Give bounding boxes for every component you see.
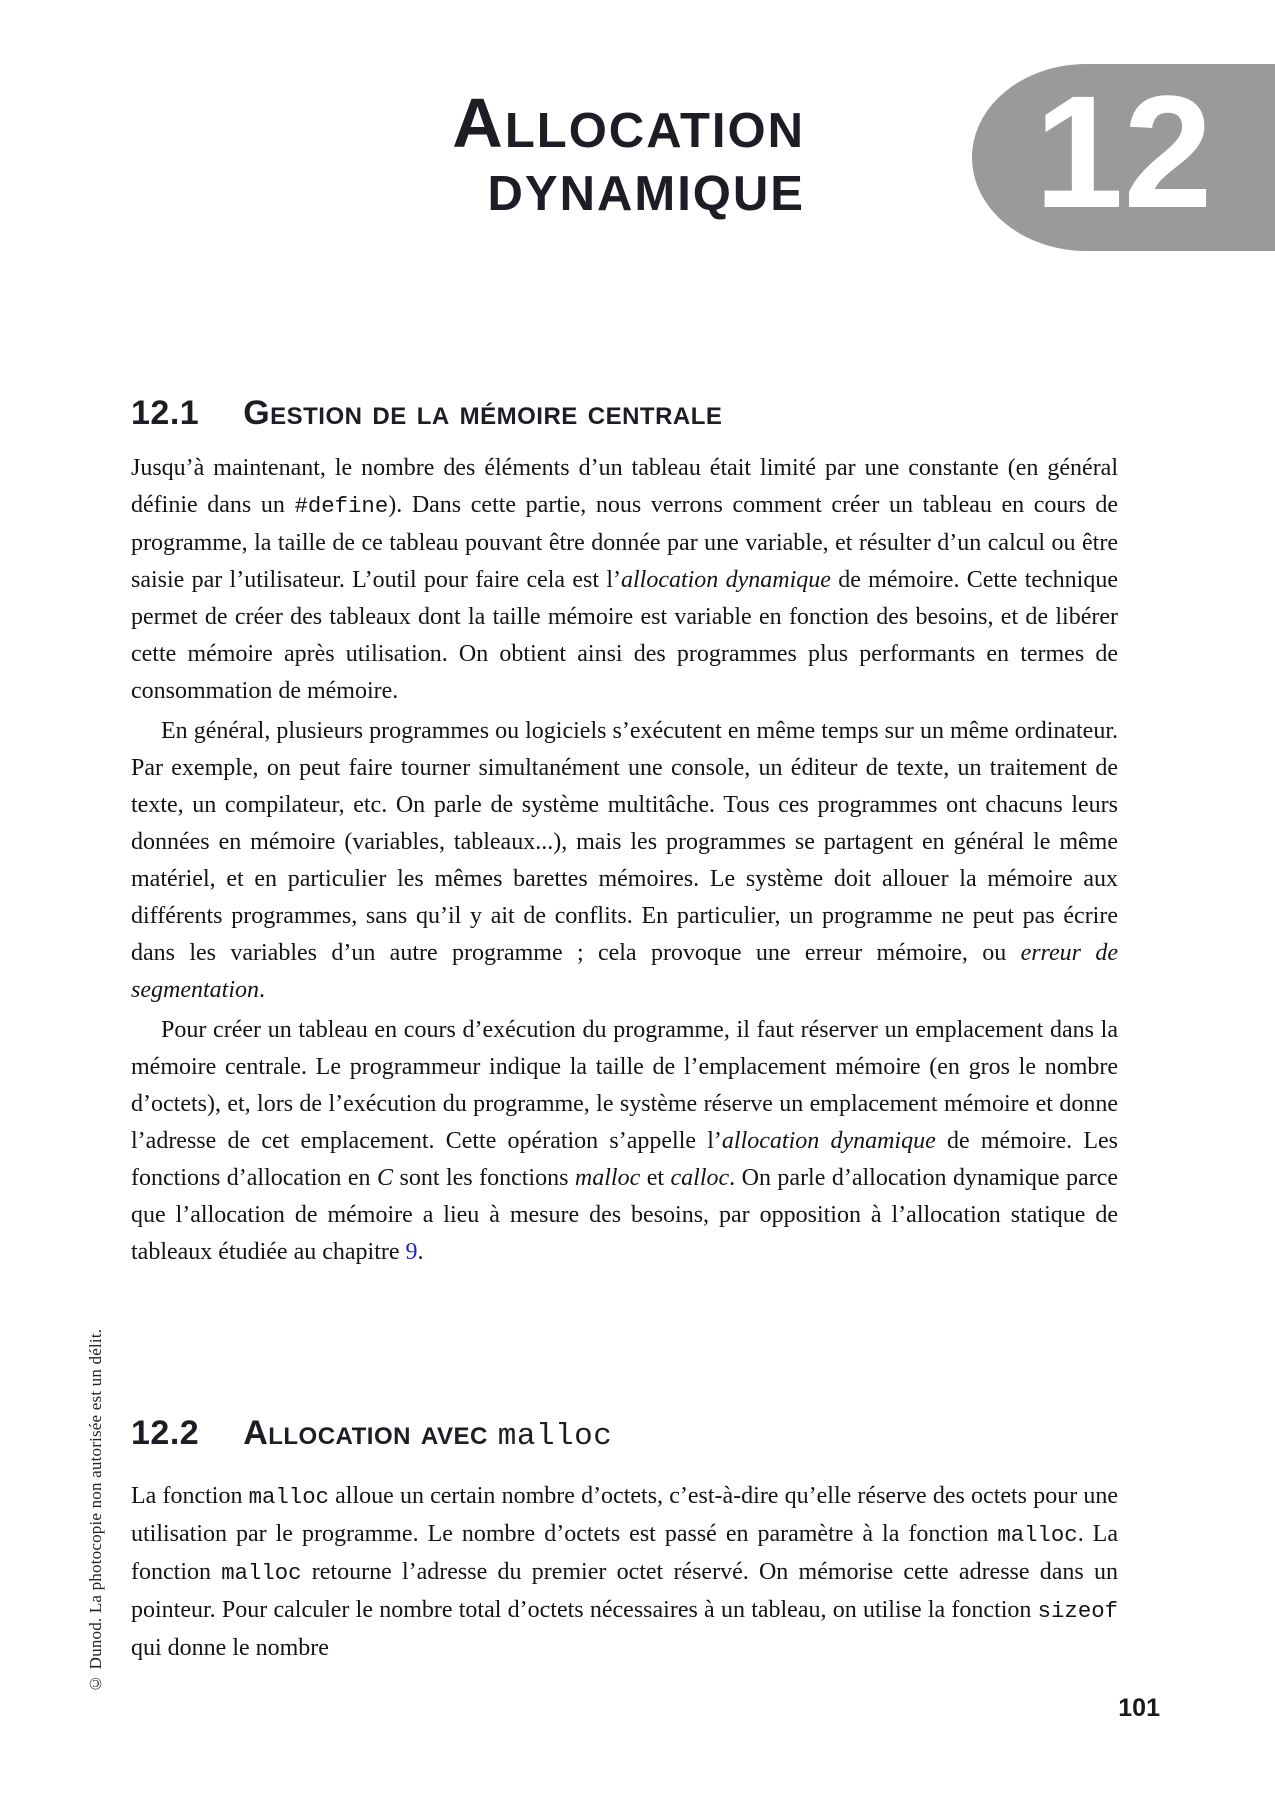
chapter-title xyxy=(131,84,805,225)
paragraph xyxy=(131,713,1118,1009)
text-segment: sont les fonctions xyxy=(393,1165,575,1191)
text-segment: et xyxy=(640,1165,671,1191)
text-segment: . On parle d’allocation dynamique parce que l’allocation de mémoire a lieu à mesure des besoins, par opposition à l’allocation statique de tableaux étudiée au chapitre xyxy=(131,1165,1118,1265)
section-title xyxy=(243,394,722,432)
text-segment: malloc xyxy=(574,1165,641,1191)
chapter-number: 12 xyxy=(1034,61,1213,241)
text-segment: sizeof xyxy=(1037,1598,1118,1624)
section-number: 12.2 xyxy=(131,1414,200,1452)
text-segment: de mémoire. Cette technique permet de créer des tableaux dont la taille mémoire est variable en fonction des besoins, et de libérer cette mémoire après utilisation. On obtient ainsi des programmes plus performants en termes de consommation de mémoire. xyxy=(131,567,1118,704)
text-segment: malloc xyxy=(997,1522,1078,1548)
section-12-2-body xyxy=(131,1478,1118,1667)
chapter-ref-link[interactable]: 9 xyxy=(405,1239,418,1265)
page-number: 101 xyxy=(1118,1694,1160,1722)
section-12-1-body xyxy=(131,450,1118,1271)
text-segment: . xyxy=(258,977,265,1003)
text-segment: En général, plusieurs programmes ou logiciels s’exécutent en même temps sur un même ordinateur. Par exemple, on peut faire tourner simultanément une console, un éditeur de texte, un traitement de texte, un compilateur, etc. On parle de système multitâche. Tous ces programmes ont chacuns leurs données en mémoire (variables, tableaux...), mais les programmes se partagent en général le même matériel, et en particulier les mêmes barettes mémoires. Le système doit allouer la mémoire aux différents programmes, sans qu’il y ait de conflits. En particulier, un programme ne peut pas écrire dans les variables d’un autre programme ; cela provoque une erreur mémoire, ou xyxy=(131,718,1118,966)
section-title xyxy=(243,1414,612,1452)
text-segment: retourne l’adresse du premier octet réservé. On mémorise cette adresse dans un pointeur. Pour calculer le nombre total d’octets nécessaires à un tableau, on utilise la fonction xyxy=(131,1559,1118,1623)
text-segment: . xyxy=(417,1239,424,1265)
paragraph xyxy=(131,450,1118,710)
paragraph xyxy=(131,1478,1118,1667)
text-segment: calloc xyxy=(670,1165,730,1191)
section-heading-12-1 xyxy=(131,394,722,432)
text-segment: erreur de segmentation xyxy=(131,940,1118,1003)
text-segment: allocation dynamique xyxy=(620,567,831,593)
text-segment: Pour créer un tableau en cours d’exécution du programme, il faut réserver un emplacement dans la mémoire centrale. Le programmeur indique la taille de l’emplacement mémoire (en gros le nombre d’octets), et, lors de l’exécution du programme, le système réserve un emplacement mémoire et donne l’adresse de cet emplacement. Cette opération s’appelle l’ xyxy=(131,1017,1118,1154)
text-segment: ). Dans cette partie, nous verrons comment créer un tableau en cours de programme, la taille de ce tableau pouvant être donnée par une variable, et résulter d’un calcul ou être saisie par l’utilisateur. L’outil pour faire cela est l’ xyxy=(131,492,1119,593)
text-segment: malloc xyxy=(248,1484,329,1510)
text-segment: Allocation avec xyxy=(243,1414,498,1452)
chapter-title-line2: dynamique xyxy=(487,147,805,225)
paragraph xyxy=(131,1012,1118,1271)
copyright-sidebar-note: © Dunod. La photocopie non autorisée est un délit. xyxy=(86,1328,105,1693)
text-segment: allocation dynamique xyxy=(721,1128,936,1154)
text-segment: qui donne le nombre xyxy=(131,1635,329,1661)
text-segment: malloc xyxy=(221,1560,302,1586)
text-segment: La fonction xyxy=(131,1483,249,1509)
text-segment: . La fonction xyxy=(131,1521,1118,1585)
section-heading-12-2 xyxy=(131,1414,612,1456)
text-segment: C xyxy=(377,1165,394,1191)
text-segment: de mémoire. Les fonctions d’allocation en xyxy=(131,1128,1118,1191)
chapter-title-line1: Allocation xyxy=(452,84,805,162)
text-segment: #define xyxy=(294,493,389,519)
text-segment: alloue un certain nombre d’octets, c’est-à-dire qu’elle réserve des octets pour une utilisation par le programme. Le nombre d’octets est passé en paramètre à la fonction xyxy=(131,1483,1119,1547)
text-segment: malloc xyxy=(497,1419,613,1454)
section-number: 12.1 xyxy=(131,394,200,432)
chapter-number-badge xyxy=(972,61,1275,251)
text-segment: Gestion de la mémoire centrale xyxy=(243,394,723,432)
text-segment: Jusqu’à maintenant, le nombre des éléments d’un tableau était limité par une constante (en général définie dans un xyxy=(131,455,1118,518)
